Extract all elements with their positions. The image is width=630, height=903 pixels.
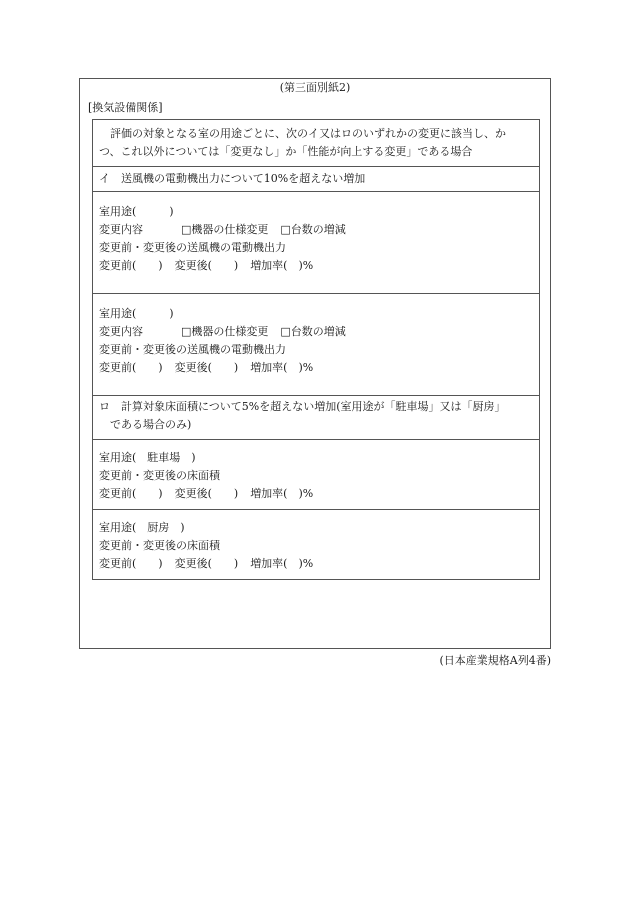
paper-size-note: (日本産業規格A列4番)	[439, 654, 551, 667]
floor-area-label: 変更前・変更後の床面積	[99, 539, 220, 552]
intro-line-1: 評価の対象となる室の用途ごとに、次のイ又はロのいずれかの変更に該当し、か	[110, 127, 506, 140]
spec-change-checkbox: □機器の仕様変更	[181, 223, 269, 236]
form-frame	[79, 78, 551, 649]
sheet-title: (第三面別紙2)	[279, 81, 351, 94]
item-i-entry-1	[93, 192, 539, 294]
before-value: 変更前( )	[99, 259, 163, 272]
motor-output-label: 変更前・変更後の送風機の電動機出力	[99, 241, 286, 254]
increase-rate: 増加率( )%	[250, 487, 314, 500]
item-i-heading-text: イ 送風機の電動機出力について10%を超えない増加	[99, 172, 366, 185]
room-use: 室用途( )	[99, 307, 174, 320]
increase-rate: 増加率( )%	[250, 361, 314, 374]
change-label: 変更内容	[99, 325, 143, 338]
item-ro-heading	[93, 396, 539, 440]
count-change-checkbox: □台数の増減	[280, 223, 346, 236]
spec-change-checkbox: □機器の仕様変更	[181, 325, 269, 338]
section-title: [換気設備関係]	[88, 101, 163, 114]
count-change-checkbox: □台数の増減	[280, 325, 346, 338]
item-i-heading	[93, 167, 539, 192]
room-use: 室用途( )	[99, 205, 174, 218]
change-values	[99, 359, 529, 377]
before-value: 変更前( )	[99, 557, 163, 570]
conditions-table	[92, 119, 540, 580]
item-ro-entry-2	[93, 510, 539, 580]
item-i-entry-2	[93, 294, 539, 396]
change-values	[99, 555, 529, 573]
item-ro-heading-line-1: ロ 計算対象床面積について5%を超えない増加(室用途が「駐車場」又は「厨房」	[99, 400, 506, 413]
item-ro-entry-1	[93, 440, 539, 510]
change-values	[99, 257, 529, 275]
motor-output-label: 変更前・変更後の送風機の電動機出力	[99, 343, 286, 356]
change-content	[99, 323, 529, 341]
room-use: 室用途( 駐車場 )	[99, 451, 196, 464]
increase-rate: 増加率( )%	[250, 557, 314, 570]
before-value: 変更前( )	[99, 487, 163, 500]
intro-row	[93, 120, 539, 167]
floor-area-label: 変更前・変更後の床面積	[99, 469, 220, 482]
after-value: 変更後( )	[174, 361, 239, 374]
after-value: 変更後( )	[174, 557, 239, 570]
increase-rate: 増加率( )%	[250, 259, 314, 272]
after-value: 変更後( )	[174, 487, 239, 500]
item-ro-heading-line-2: である場合のみ)	[110, 418, 192, 431]
change-values	[99, 485, 529, 503]
after-value: 変更後( )	[174, 259, 239, 272]
before-value: 変更前( )	[99, 361, 163, 374]
room-use: 室用途( 厨房 )	[99, 521, 185, 534]
intro-line-2: つ、これ以外については「変更なし」か「性能が向上する変更」である場合	[99, 145, 473, 158]
change-label: 変更内容	[99, 223, 143, 236]
change-content	[99, 221, 529, 239]
